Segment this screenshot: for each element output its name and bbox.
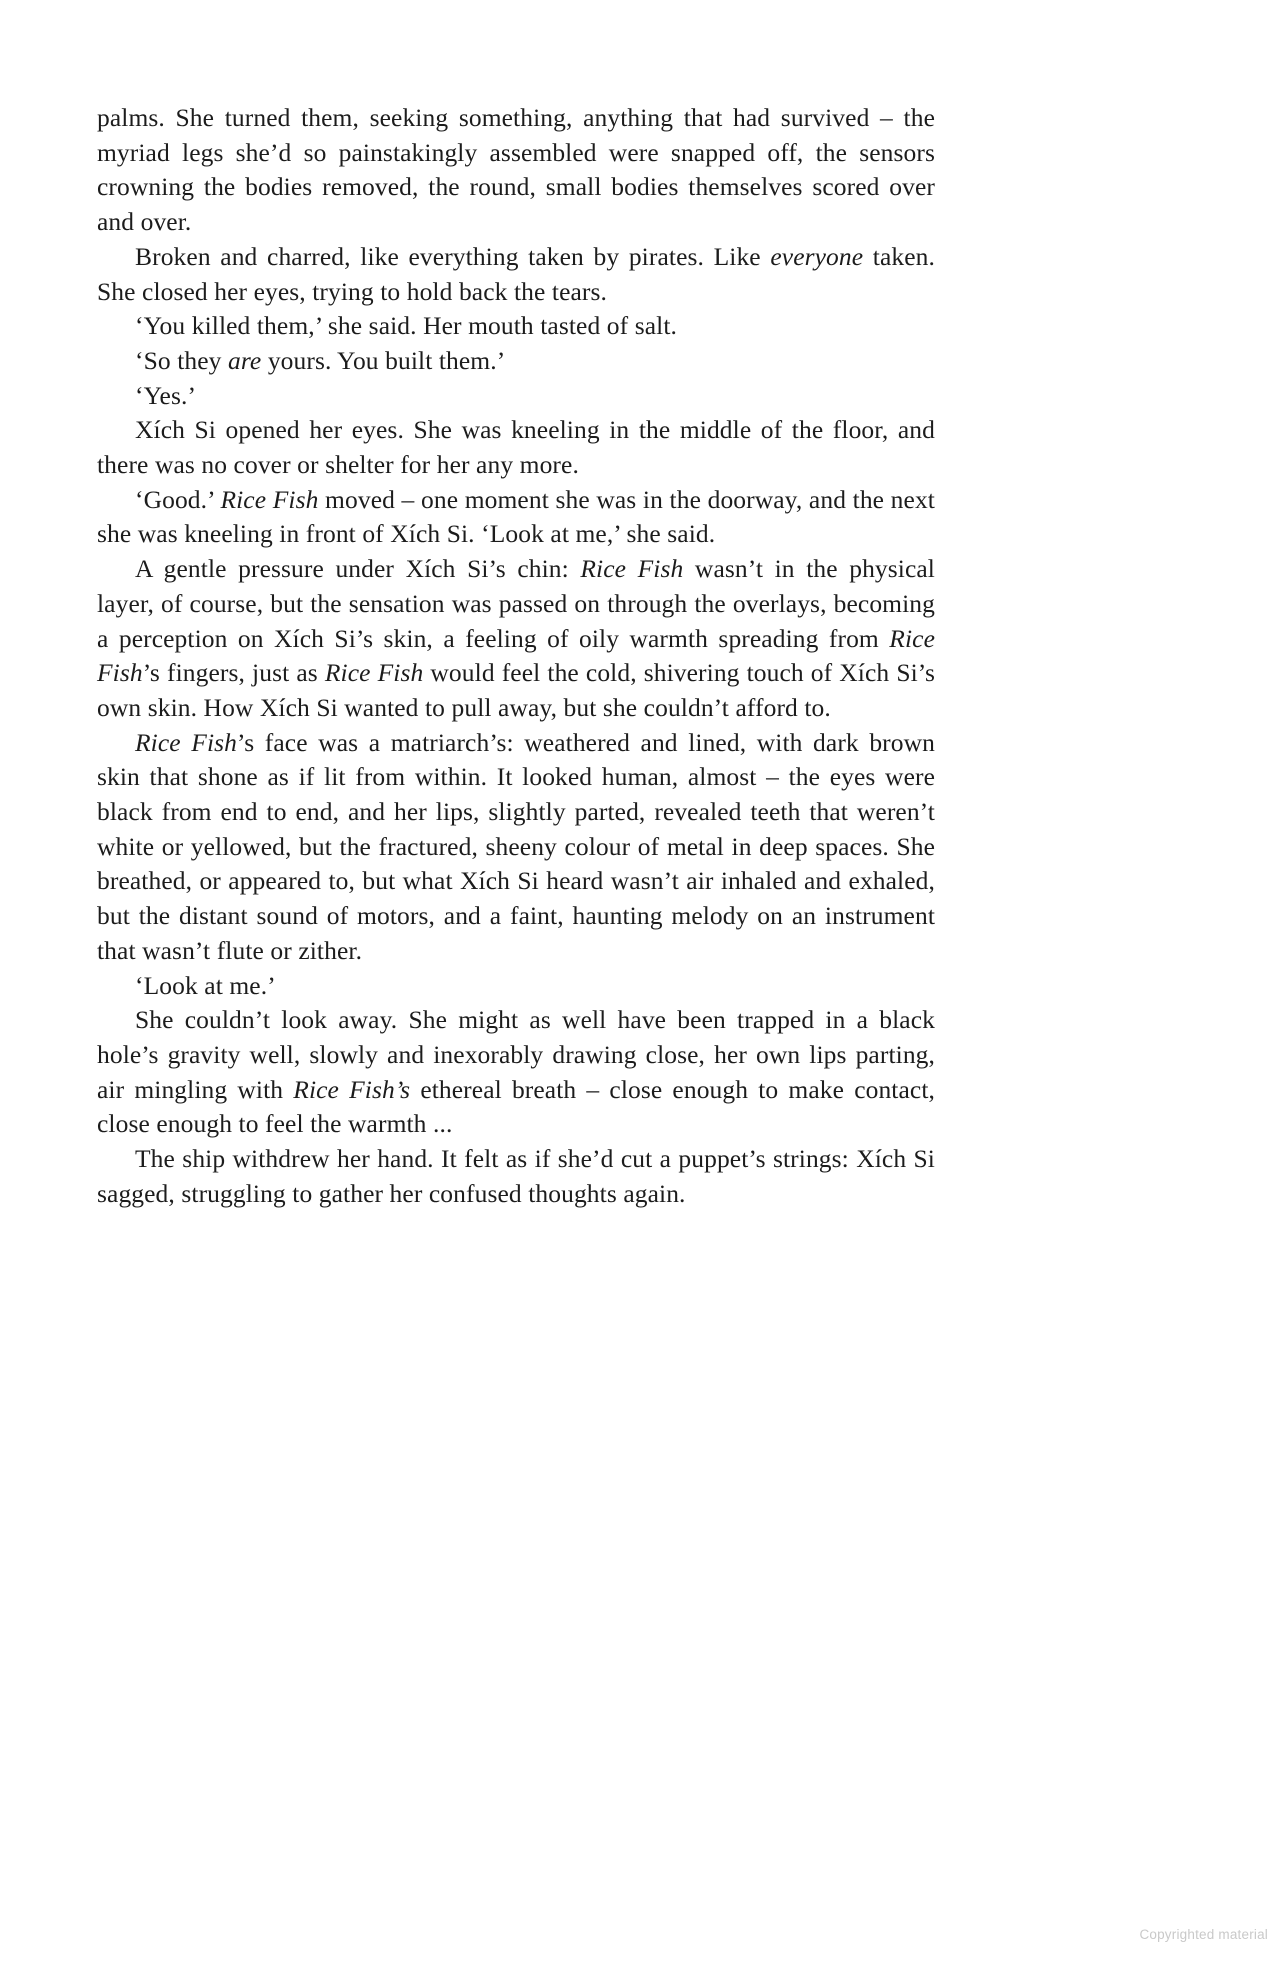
paragraph xyxy=(97,483,935,552)
text-run: taken. She closed her eyes, trying to hold back the tears. xyxy=(97,241,936,306)
text-run: ‘So they xyxy=(135,345,228,375)
paragraph xyxy=(97,726,935,969)
text-run: ‘Yes.’ xyxy=(135,380,197,410)
paragraph xyxy=(97,413,935,482)
text-run: A gentle pressure under Xích Si’s chin: xyxy=(135,554,581,584)
text-run: She couldn’t look away. She might as well have been trapped in a black hole’s gravity well, slowly and inexorably drawing close, her own lips parting, air mingling with xyxy=(97,1005,935,1104)
paragraph xyxy=(97,101,935,240)
text-run: wasn’t in the physical layer, of course, but the sensation was passed on through the overlays, becoming a perception on Xích Si’s skin, a feeling of oily warmth spreading from xyxy=(97,554,935,653)
text-run: ’s fingers, just as xyxy=(142,658,325,688)
text-run: ’s face was a matriarch’s: weathered and lined, with dark brown skin that shone as if lit from within. It looked human, almost – the eyes were black from end to end, and her lips, slightly parted, revealed teeth that weren’t white or yellowed, but the fractured, sheeny colour of metal in deep spaces. She breathed, or appeared to, but what Xích Si heard wasn’t air inhaled and exhaled, but the distant sound of motors, and a faint, haunting melody on an instrument that wasn’t flute or zither. xyxy=(97,727,935,965)
paragraph xyxy=(97,1142,935,1211)
text-run: Xích Si opened her eyes. She was kneeling in the middle of the floor, and there was no cover or shelter for her any more. xyxy=(97,415,935,480)
copyright-watermark: Copyrighted material xyxy=(1139,1927,1268,1942)
text-run: ethereal breath – close enough to make contact, close enough to feel the warmth ... xyxy=(97,1074,935,1139)
italic-text-run: Rice Fish xyxy=(324,658,424,688)
text-run: palms. She turned them, seeking something, anything that had survived – the myriad legs she’d so painstakingly assembled were snapped off, the sensors crowning the bodies removed, the round, small bodies themselves scored over and over. xyxy=(97,103,935,237)
page-text xyxy=(97,101,935,1212)
italic-text-run: Rice Fish xyxy=(97,623,935,688)
text-run: Broken and charred, like everything taken by pirates. Like xyxy=(135,241,771,271)
text-run: ‘Look at me.’ xyxy=(135,970,276,1000)
text-run: ‘You killed them,’ she said. Her mouth tasted of salt. xyxy=(135,311,678,341)
italic-text-run: Rice Fish’s xyxy=(293,1074,411,1104)
paragraph xyxy=(97,344,935,379)
italic-text-run: Rice Fish xyxy=(220,484,319,514)
paragraph xyxy=(97,1003,935,1142)
paragraph xyxy=(97,969,935,1004)
italic-text-run: are xyxy=(227,345,262,375)
paragraph xyxy=(97,240,935,309)
text-run: moved – one moment she was in the doorway, and the next she was kneeling in front of Xích Si. ‘Look at me,’ she said. xyxy=(97,484,935,549)
italic-text-run: everyone xyxy=(770,241,864,271)
italic-text-run: Rice Fish xyxy=(135,727,238,757)
text-run: ‘Good.’ xyxy=(135,484,221,514)
text-run: would feel the cold, shivering touch of Xích Si’s own skin. How Xích Si wanted to pull away, but she couldn’t afford to. xyxy=(97,658,935,722)
paragraph xyxy=(97,309,935,344)
paragraph xyxy=(97,379,935,414)
text-run: The ship withdrew her hand. It felt as if she’d cut a puppet’s strings: Xích Si sagged, struggling to gather her confused thoughts again. xyxy=(97,1144,935,1208)
paragraph xyxy=(97,552,935,726)
italic-text-run: Rice Fish xyxy=(580,554,684,584)
text-run: yours. You built them.’ xyxy=(261,345,506,375)
